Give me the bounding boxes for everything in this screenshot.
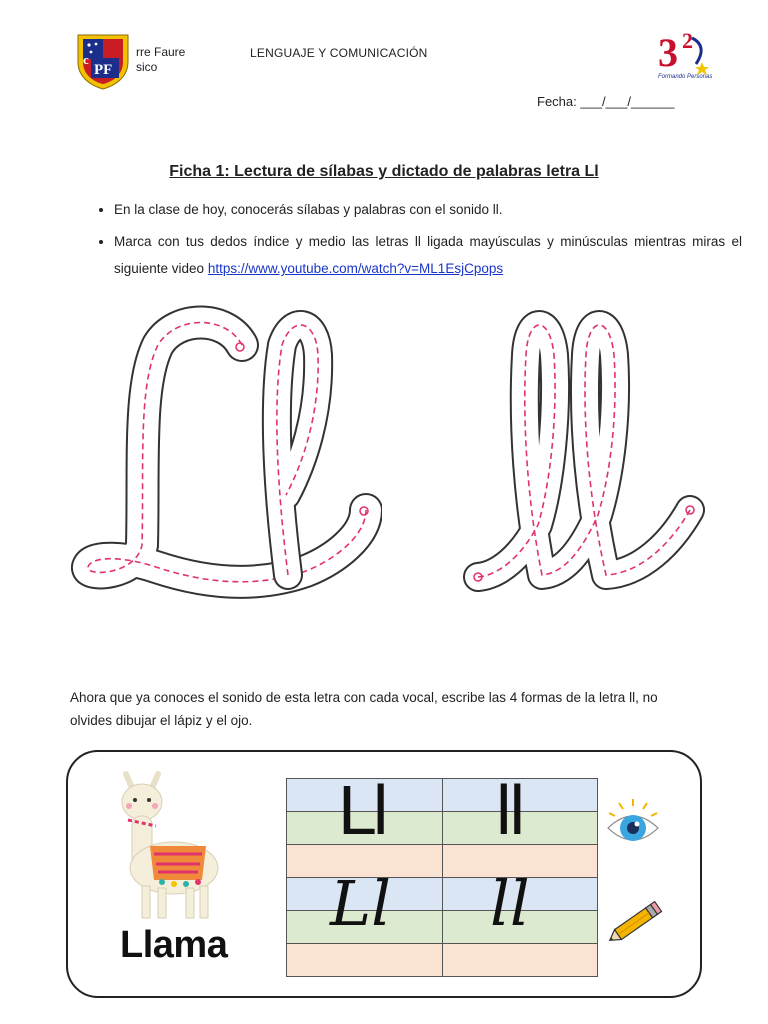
cursive-uppercase-letter: Ll <box>330 867 392 940</box>
grade-logo-text: Formando Personas <box>658 74 713 80</box>
subject-heading: LENGUAJE Y COMUNICACIÓN <box>250 46 428 60</box>
date-field[interactable]: Fecha: ___/___/______ <box>537 94 675 109</box>
print-uppercase-letter: Ll <box>338 771 385 849</box>
school-name-line2: sico <box>136 60 158 74</box>
pencil-icon <box>604 894 668 950</box>
svg-text:2: 2 <box>682 28 693 53</box>
bullet-text-1: En la clase de hoy, conocerás sílabas y palabras con el sonido ll. <box>114 202 503 217</box>
video-link[interactable]: https://www.youtube.com/watch?v=ML1EsjCpops <box>207 261 504 276</box>
worksheet-title: Ficha 1: Lectura de sílabas y dictado de palabras letra Ll <box>169 163 599 180</box>
instruction-list <box>70 196 742 287</box>
school-name-line1: rre Faure <box>136 45 186 59</box>
print-lowercase-letter: ll <box>496 771 524 849</box>
grid-cell[interactable] <box>442 944 598 977</box>
school-name <box>136 45 185 75</box>
grade-logo <box>652 24 714 86</box>
svg-text:c: c <box>83 52 89 67</box>
eye-icon <box>604 796 662 854</box>
llama-illustration <box>112 768 222 924</box>
tracing-lowercase-ll <box>450 305 720 605</box>
list-item <box>114 196 742 223</box>
bullet-text-2: Marca con tus dedos índice y medio las letras ll ligada mayúsculas y minúsculas mientras miras el siguiente video <box>114 234 742 276</box>
svg-text:PF: PF <box>94 62 113 78</box>
grid-cell[interactable] <box>287 944 443 977</box>
word-llama: Llama <box>120 924 228 966</box>
svg-text:3: 3 <box>658 30 678 75</box>
cursive-lowercase-letter: ll <box>490 867 530 940</box>
school-logo <box>74 32 132 90</box>
tracing-uppercase-ll <box>66 305 382 605</box>
list-item <box>114 228 742 282</box>
writing-instruction: Ahora que ya conoces el sonido de esta letra con cada vocal, escribe las 4 formas de la letra ll, no olvides dibujar el lápiz y el ojo. <box>70 690 658 728</box>
